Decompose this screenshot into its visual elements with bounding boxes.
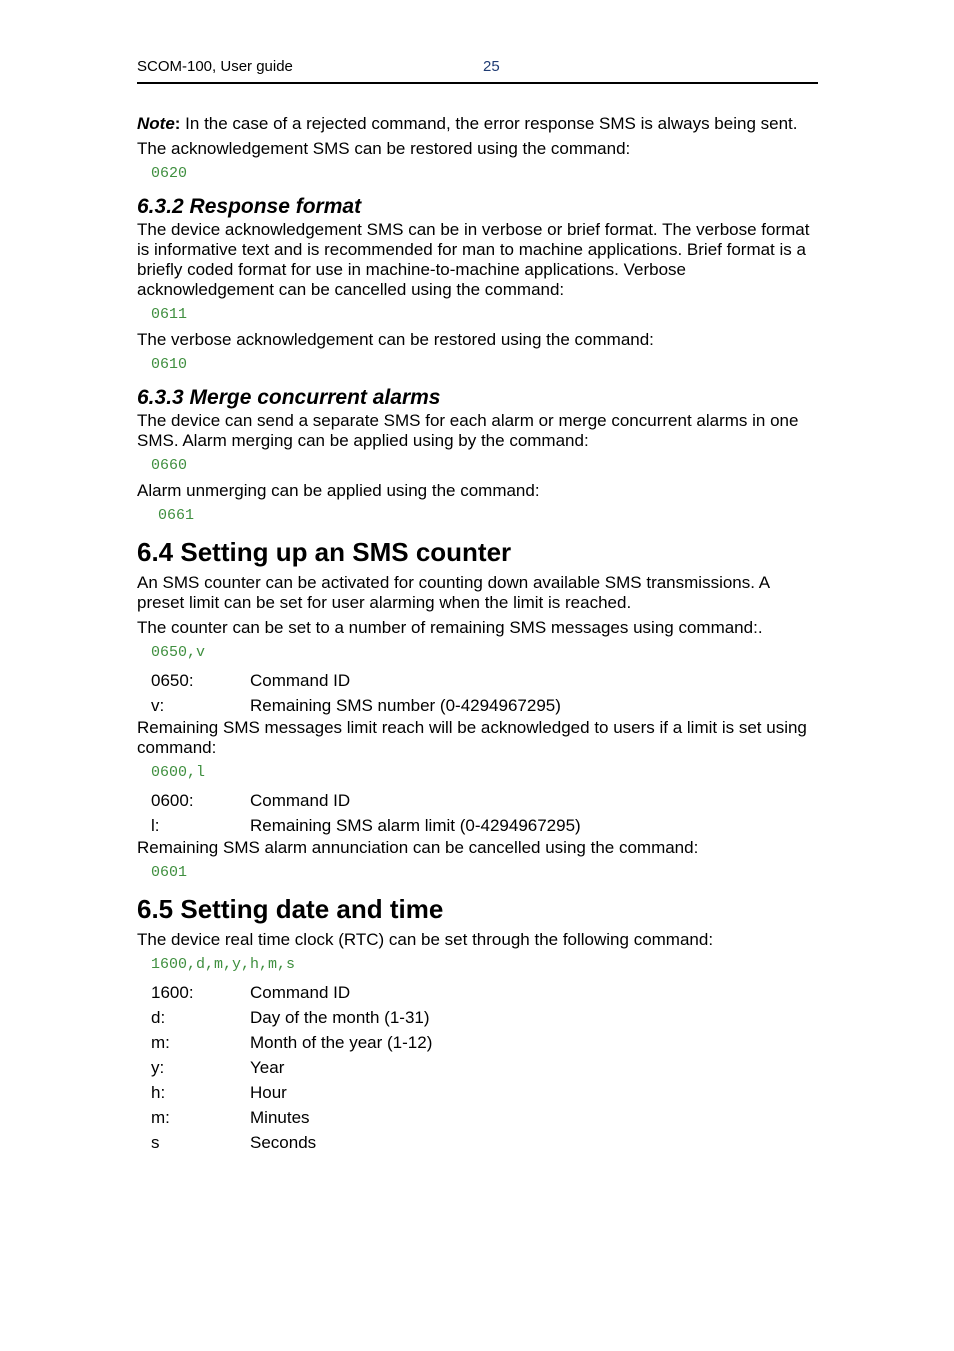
section-6-4-code-2: 0600,l xyxy=(151,764,206,781)
definition-key: 0650: xyxy=(151,671,194,690)
definition-key: h: xyxy=(151,1083,166,1102)
document-title: SCOM-100, User guide xyxy=(137,58,293,75)
note-text: In the case of a rejected command, the error response SMS is always being sent. xyxy=(180,114,798,133)
note-colon: : xyxy=(174,114,181,133)
definition-key: s xyxy=(151,1133,160,1152)
definition-row xyxy=(137,1105,818,1130)
definition-row xyxy=(137,980,818,1005)
definition-row xyxy=(137,813,818,838)
definition-row xyxy=(137,1055,818,1080)
definition-key: 1600: xyxy=(151,983,194,1002)
section-6-4-paragraph-4: Remaining SMS alarm annunciation can be cancelled using the command: xyxy=(137,838,699,857)
definition-key: d: xyxy=(151,1008,166,1027)
ack-restore-text: The acknowledgement SMS can be restored using the command: xyxy=(137,139,631,158)
ack-restore-code: 0620 xyxy=(151,165,188,182)
definition-value: Command ID xyxy=(250,791,351,810)
definition-value: Hour xyxy=(250,1083,287,1102)
section-6-4-defs-1 xyxy=(137,668,818,718)
section-6-3-2-restore-text: The verbose acknowledgement can be restored using the command: xyxy=(137,330,654,349)
definition-value: Seconds xyxy=(250,1133,317,1152)
section-6-4-paragraph-1: An SMS counter can be activated for counting down available SMS transmissions. A preset limit can be set for user alarming when the limit is reached. xyxy=(137,573,770,612)
definition-key: m: xyxy=(151,1033,170,1052)
definition-row xyxy=(137,668,818,693)
section-6-5-code: 1600,d,m,y,h,m,s xyxy=(151,956,296,973)
page-number: 25 xyxy=(483,58,500,75)
definition-key: 0600: xyxy=(151,791,194,810)
definition-key: v: xyxy=(151,696,165,715)
definition-value: Remaining SMS alarm limit (0-4294967295) xyxy=(250,816,581,835)
section-6-4-heading: 6.4 Setting up an SMS counter xyxy=(137,537,512,567)
definition-value: Minutes xyxy=(250,1108,310,1127)
section-6-3-2-paragraph: The device acknowledgement SMS can be in verbose or brief format. The verbose format is informative text and is recommended for man to machine applications. Brief format is a briefly coded format for use in machine-to-machine applications. Verbose acknowledgement can be cancelled using the command: xyxy=(137,220,810,299)
section-6-3-3-code-2: 0661 xyxy=(158,507,195,524)
note-paragraph xyxy=(137,114,818,134)
page-header xyxy=(137,56,818,84)
section-6-3-2-code-2: 0610 xyxy=(151,356,188,373)
definition-value: Month of the year (1-12) xyxy=(250,1033,433,1052)
section-6-3-2-code-1: 0611 xyxy=(151,306,188,323)
section-6-3-2-heading: 6.3.2 Response format xyxy=(137,195,362,218)
page-content xyxy=(137,114,818,1155)
section-6-3-3-heading: 6.3.3 Merge concurrent alarms xyxy=(137,386,441,409)
section-6-3-3-paragraph: The device can send a separate SMS for each alarm or merge concurrent alarms in one SMS. Alarm merging can be applied using by the command: xyxy=(137,411,799,450)
definition-key: m: xyxy=(151,1108,170,1127)
section-6-4-code-3: 0601 xyxy=(151,864,188,881)
note-label: Note xyxy=(137,114,175,133)
definition-value: Remaining SMS number (0-4294967295) xyxy=(250,696,561,715)
section-6-4-paragraph-2: The counter can be set to a number of remaining SMS messages using command:. xyxy=(137,618,763,637)
definition-row xyxy=(137,1080,818,1105)
section-6-5-heading: 6.5 Setting date and time xyxy=(137,894,444,924)
definition-key: l: xyxy=(151,816,160,835)
definition-row xyxy=(137,1130,818,1155)
section-6-3-3-code-1: 0660 xyxy=(151,457,188,474)
definition-row xyxy=(137,1005,818,1030)
definition-value: Command ID xyxy=(250,671,351,690)
definition-row xyxy=(137,788,818,813)
section-6-5-defs xyxy=(137,980,818,1155)
section-6-4-code-1: 0650,v xyxy=(151,644,206,661)
section-6-4-paragraph-3: Remaining SMS messages limit reach will be acknowledged to users if a limit is set using command: xyxy=(137,718,807,757)
definition-key: y: xyxy=(151,1058,165,1077)
definition-row xyxy=(137,693,818,718)
definition-value: Command ID xyxy=(250,983,351,1002)
definition-value: Day of the month (1-31) xyxy=(250,1008,430,1027)
section-6-3-3-unmerge-text: Alarm unmerging can be applied using the command: xyxy=(137,481,540,500)
definition-value: Year xyxy=(250,1058,285,1077)
definition-row xyxy=(137,1030,818,1055)
section-6-5-paragraph: The device real time clock (RTC) can be set through the following command: xyxy=(137,930,714,949)
section-6-4-defs-2 xyxy=(137,788,818,838)
